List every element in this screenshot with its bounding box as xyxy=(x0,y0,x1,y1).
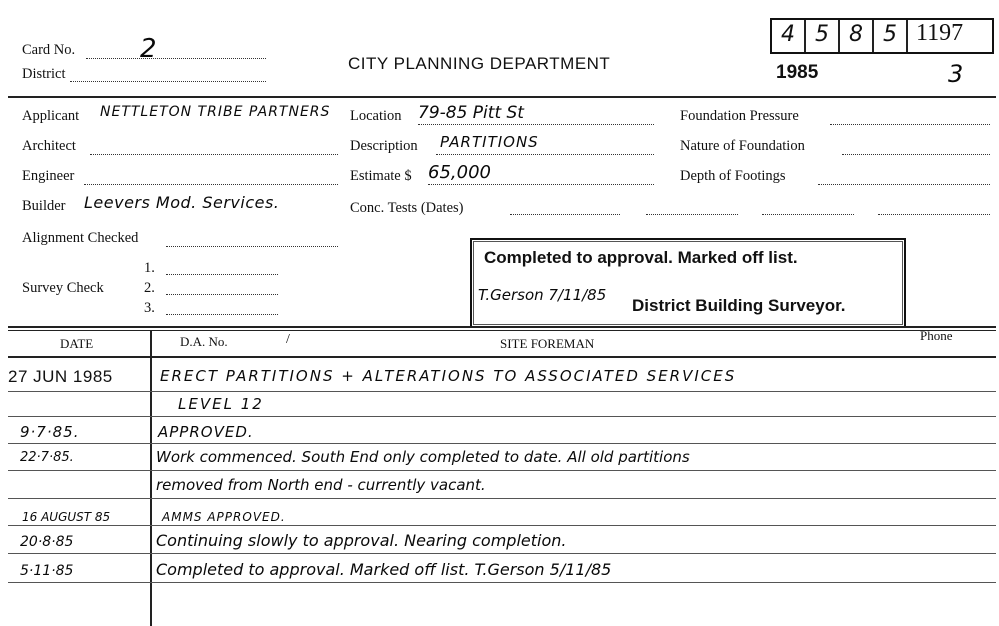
row-rule xyxy=(8,525,996,526)
table-top-rule xyxy=(8,326,996,328)
row-rule xyxy=(8,416,996,417)
location-label: Location xyxy=(350,108,402,124)
stamp-line-2: District Building Surveyor. xyxy=(632,296,846,315)
builder-label: Builder xyxy=(22,198,66,214)
engineer-label: Engineer xyxy=(22,168,75,184)
col-site-foreman: SITE FOREMAN xyxy=(500,336,595,351)
card-no-label: Card No. xyxy=(22,42,76,58)
file-digit: 5 xyxy=(883,22,897,47)
entry-text: removed from North end - currently vacant. xyxy=(156,476,486,494)
entry-date: 20·8·85 xyxy=(20,534,74,550)
entry-date: 9·7·85. xyxy=(20,423,80,441)
location-line xyxy=(418,124,654,125)
estimate-line xyxy=(428,184,654,185)
col-date: DATE xyxy=(60,336,94,351)
row-rule xyxy=(8,553,996,554)
description-line xyxy=(436,154,654,155)
description-value: PARTITIONS xyxy=(440,133,539,151)
alignment-label: Alignment Checked xyxy=(22,230,139,246)
conc-tests-line xyxy=(510,214,620,215)
row-rule xyxy=(8,470,996,471)
nature-foundation-label: Nature of Foundation xyxy=(680,138,805,154)
entry-text: Completed to approval. Marked off list. T.Gerson 5/11/85 xyxy=(156,560,612,579)
applicant-label: Applicant xyxy=(22,108,80,124)
entry-text: APPROVED. xyxy=(158,423,254,441)
survey-item-1: 1. xyxy=(144,260,155,276)
estimate-label: Estimate $ xyxy=(350,168,412,184)
department-title: CITY PLANNING DEPARTMENT xyxy=(348,54,611,73)
alignment-line xyxy=(166,246,338,247)
conc-tests-label: Conc. Tests (Dates) xyxy=(350,200,464,216)
row-rule xyxy=(8,582,996,583)
row-rule xyxy=(8,498,996,499)
architect-label: Architect xyxy=(22,138,76,154)
card-no-line xyxy=(86,58,266,59)
foundation-pressure-label: Foundation Pressure xyxy=(680,108,799,124)
entry-date: 16 AUGUST 85 xyxy=(22,510,111,524)
depth-footings-line xyxy=(818,184,990,185)
col-da-no: D.A. No. xyxy=(180,334,228,349)
top-rule xyxy=(8,96,996,98)
conc-tests-line xyxy=(762,214,854,215)
nature-foundation-line xyxy=(842,154,990,155)
table-top-rule-inner xyxy=(8,330,996,331)
applicant-value: NETTLETON TRIBE PARTNERS xyxy=(100,104,331,120)
stamp-line-1: Completed to approval. Marked off list. xyxy=(484,248,798,267)
depth-footings-label: Depth of Footings xyxy=(680,168,786,184)
entry-date: 22·7·85. xyxy=(20,450,74,465)
entry-text: ERECT PARTITIONS + ALTERATIONS TO ASSOCIATED SERVICES xyxy=(160,367,737,385)
file-digit: 8 xyxy=(849,22,863,47)
col-phone: Phone xyxy=(920,328,953,343)
survey-item-2: 2. xyxy=(144,280,155,296)
conc-tests-line xyxy=(646,214,738,215)
entry-date: 27 JUN 1985 xyxy=(8,367,113,386)
year-annotation: 3 xyxy=(948,60,964,88)
row-rule xyxy=(8,391,996,392)
survey-item-3: 3. xyxy=(144,300,155,316)
year: 1985 xyxy=(776,62,819,83)
card-no-value: 2 xyxy=(140,34,157,64)
row-rule xyxy=(8,443,996,444)
survey-line-1 xyxy=(166,274,278,275)
entry-text: Continuing slowly to approval. Nearing completion. xyxy=(156,531,567,550)
entry-text: Work commenced. South End only completed to date. All old partitions xyxy=(156,448,690,466)
foundation-pressure-line xyxy=(830,124,990,125)
file-number: 1197 xyxy=(916,20,964,46)
engineer-line xyxy=(84,184,338,185)
description-label: Description xyxy=(350,138,418,154)
district-label: District xyxy=(22,66,66,82)
file-number-divider xyxy=(906,20,908,52)
location-value: 79-85 Pitt St xyxy=(418,103,524,123)
district-line xyxy=(70,81,266,82)
approval-stamp xyxy=(470,238,906,328)
entry-date: 5·11·85 xyxy=(20,563,74,579)
col-da-mark: / xyxy=(286,332,290,347)
entry-text: AMMS APPROVED. xyxy=(162,510,286,524)
file-digit: 4 xyxy=(781,22,795,47)
survey-line-2 xyxy=(166,294,278,295)
table-header-rule xyxy=(8,356,996,358)
stamp-signature: T.Gerson 7/11/85 xyxy=(478,286,607,304)
survey-line-3 xyxy=(166,314,278,315)
entry-text: LEVEL 12 xyxy=(178,395,264,413)
conc-tests-line xyxy=(878,214,990,215)
builder-value: Leevers Mod. Services. xyxy=(84,193,280,212)
survey-label: Survey Check xyxy=(22,280,104,296)
architect-line xyxy=(90,154,338,155)
file-digit: 5 xyxy=(815,22,829,47)
estimate-value: 65,000 xyxy=(428,162,491,183)
